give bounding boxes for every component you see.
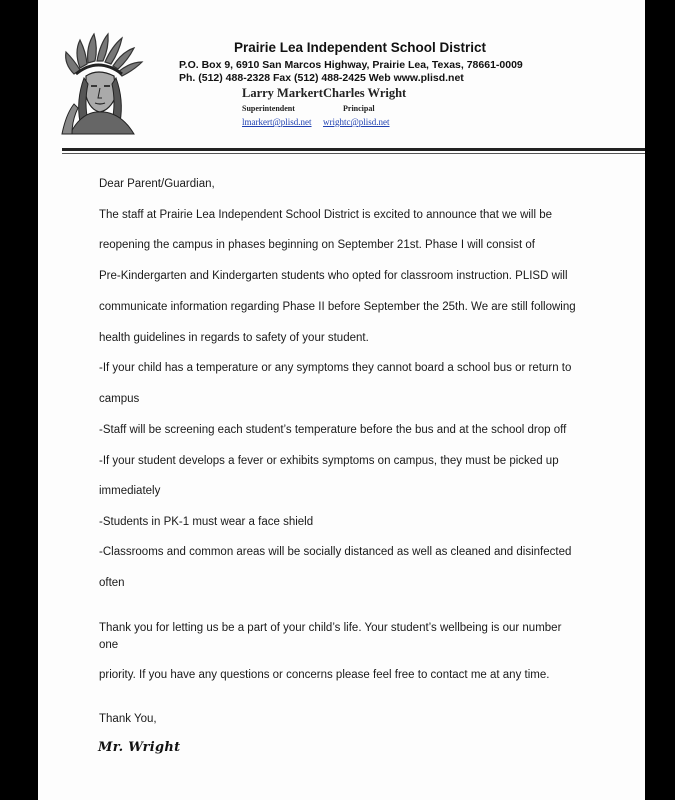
closing-paragraph-line: Thank you for letting us be a part of your child’s life. Your student’s wellbeing is our number bbox=[99, 622, 562, 634]
letter-page bbox=[38, 0, 645, 800]
bullet-line: immediately bbox=[99, 485, 161, 497]
closing-paragraph-line: priority. If you have any questions or concerns please feel free to contact me at any time. bbox=[99, 669, 550, 681]
district-contact-line: Ph. (512) 488-2328 Fax (512) 488-2425 Web www.plisd.net bbox=[179, 72, 464, 84]
bullet-line: -Students in PK-1 must wear a face shield bbox=[99, 516, 314, 528]
bullet-line: often bbox=[99, 577, 125, 589]
bullet-line: -Staff will be screening each student’s temperature before the bus and at the school drop off bbox=[99, 424, 567, 436]
district-address: P.O. Box 9, 6910 San Marcos Highway, Prairie Lea, Texas, 78661-0009 bbox=[179, 59, 523, 71]
greeting: Dear Parent/Guardian, bbox=[99, 178, 215, 190]
body-line: The staff at Prairie Lea Independent School District is excited to announce that we will be bbox=[99, 209, 553, 221]
right-black-border bbox=[645, 0, 675, 800]
left-black-border bbox=[0, 0, 38, 800]
bullet-line: -If your student develops a fever or exhibits symptoms on campus, they must be picked up bbox=[99, 455, 559, 467]
principal-name: Charles Wright bbox=[323, 86, 407, 100]
principal-email-link[interactable]: wrightc@plisd.net bbox=[323, 117, 390, 127]
body-line: health guidelines in regards to safety of your student. bbox=[99, 332, 369, 344]
bullet-line: -Classrooms and common areas will be socially distanced as well as cleaned and disinfected bbox=[99, 546, 572, 558]
bullet-line: -If your child has a temperature or any symptoms they cannot board a school bus or return to bbox=[99, 362, 572, 374]
superintendent-name: Larry Markert bbox=[242, 86, 323, 100]
chief-headdress-logo-icon bbox=[60, 30, 152, 136]
letterhead-divider bbox=[62, 148, 645, 151]
closing: Thank You, bbox=[99, 713, 157, 725]
body-line: reopening the campus in phases beginning on September 21st. Phase I will consist of bbox=[99, 239, 535, 251]
superintendent-role: Superintendent bbox=[242, 104, 295, 113]
district-name: Prairie Lea Independent School District bbox=[234, 40, 487, 55]
body-line: communicate information regarding Phase II before September the 25th. We are still following bbox=[99, 301, 576, 313]
signature: Mr. Wright bbox=[98, 740, 181, 755]
closing-paragraph-line: one bbox=[99, 639, 119, 651]
bullet-line: campus bbox=[99, 393, 140, 405]
principal-role: Principal bbox=[343, 104, 375, 113]
principal-block bbox=[323, 86, 406, 127]
superintendent-email-link[interactable]: lmarkert@plisd.net bbox=[242, 117, 312, 127]
letterhead-divider-thin bbox=[62, 153, 645, 154]
body-line: Pre-Kindergarten and Kindergarten students who opted for classroom instruction. PLISD will bbox=[99, 270, 568, 282]
superintendent-block bbox=[242, 86, 323, 127]
